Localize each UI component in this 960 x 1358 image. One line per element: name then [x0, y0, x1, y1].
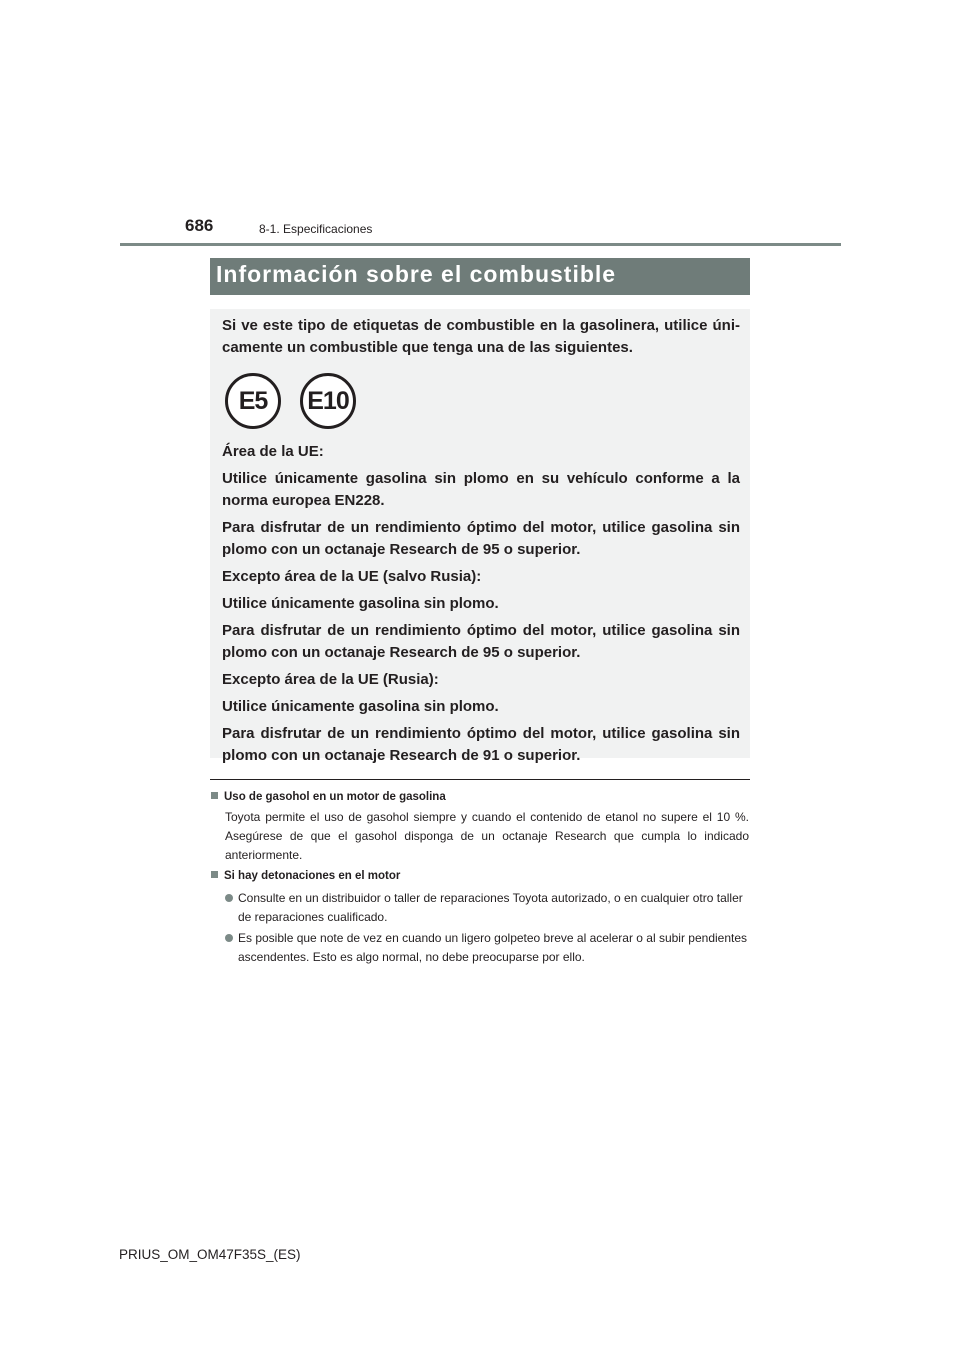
note-heading	[211, 870, 400, 882]
note-heading-text: Si hay detonaciones en el motor	[224, 870, 401, 882]
info-paragraph: Para disfrutar de un rendimiento óptimo del motor, utilice gasolina sin plomo con un octanaje Research de 95 o superior.	[222, 622, 740, 661]
fuel-label-e10: E10	[300, 373, 356, 429]
header-rule	[120, 243, 841, 246]
list-item	[225, 929, 749, 967]
info-paragraph: Excepto área de la UE (Rusia):	[222, 671, 439, 688]
fuel-labels	[222, 359, 740, 441]
section-title: Información sobre el combustible	[210, 258, 750, 295]
page-number: 686	[185, 216, 214, 235]
circle-bullet-icon	[225, 894, 233, 902]
section-reference: 8-1. Especificaciones	[259, 222, 373, 236]
fuel-label-e5: E5	[225, 373, 281, 429]
square-bullet-icon	[211, 871, 218, 878]
list-item-text: Es posible que note de vez en cuando un ligero golpeteo breve al acelerar o al subir pendientes ascendentes. Esto es algo normal, no debe preocuparse por ello.	[238, 931, 748, 964]
notes-divider	[210, 779, 750, 780]
list-item	[225, 889, 749, 927]
note-heading	[211, 791, 446, 803]
square-bullet-icon	[211, 792, 218, 799]
info-paragraph: Utilice únicamente gasolina sin plomo.	[222, 595, 499, 612]
circle-bullet-icon	[225, 934, 233, 942]
info-paragraph: Utilice únicamente gasolina sin plomo en su vehículo conforme a la norma europea EN228.	[222, 470, 740, 509]
info-paragraph: Para disfrutar de un rendimiento óptimo del motor, utilice gasolina sin plomo con un octanaje Research de 95 o superior.	[222, 519, 740, 558]
note-body: Toyota permite el uso de gasohol siempre y cuando el contenido de etanol no supere el 10 %. Asegúrese de que el gasohol disponga de un octanaje Research que cumpla lo indicado anteriormente.	[225, 810, 749, 862]
info-paragraph: Para disfrutar de un rendimiento óptimo del motor, utilice gasolina sin plomo con un octanaje Research de 91 o superior.	[222, 725, 740, 764]
info-paragraph: Área de la UE:	[222, 443, 324, 460]
info-intro: Si ve este tipo de etiquetas de combustible en la gasolinera, utilice úni-camente un combustible que tenga una de las siguientes.	[222, 317, 740, 356]
fuel-info-box	[210, 309, 750, 764]
list-item-text: Consulte en un distribuidor o taller de reparaciones Toyota autorizado, o en cualquier otro taller de reparaciones cualificado.	[238, 891, 743, 924]
note-heading-text: Uso de gasohol en un motor de gasolina	[224, 791, 446, 803]
document-code: PRIUS_OM_OM47F35S_(ES)	[119, 1247, 301, 1262]
info-paragraph: Utilice únicamente gasolina sin plomo.	[222, 698, 499, 715]
info-paragraph: Excepto área de la UE (salvo Rusia):	[222, 568, 482, 585]
